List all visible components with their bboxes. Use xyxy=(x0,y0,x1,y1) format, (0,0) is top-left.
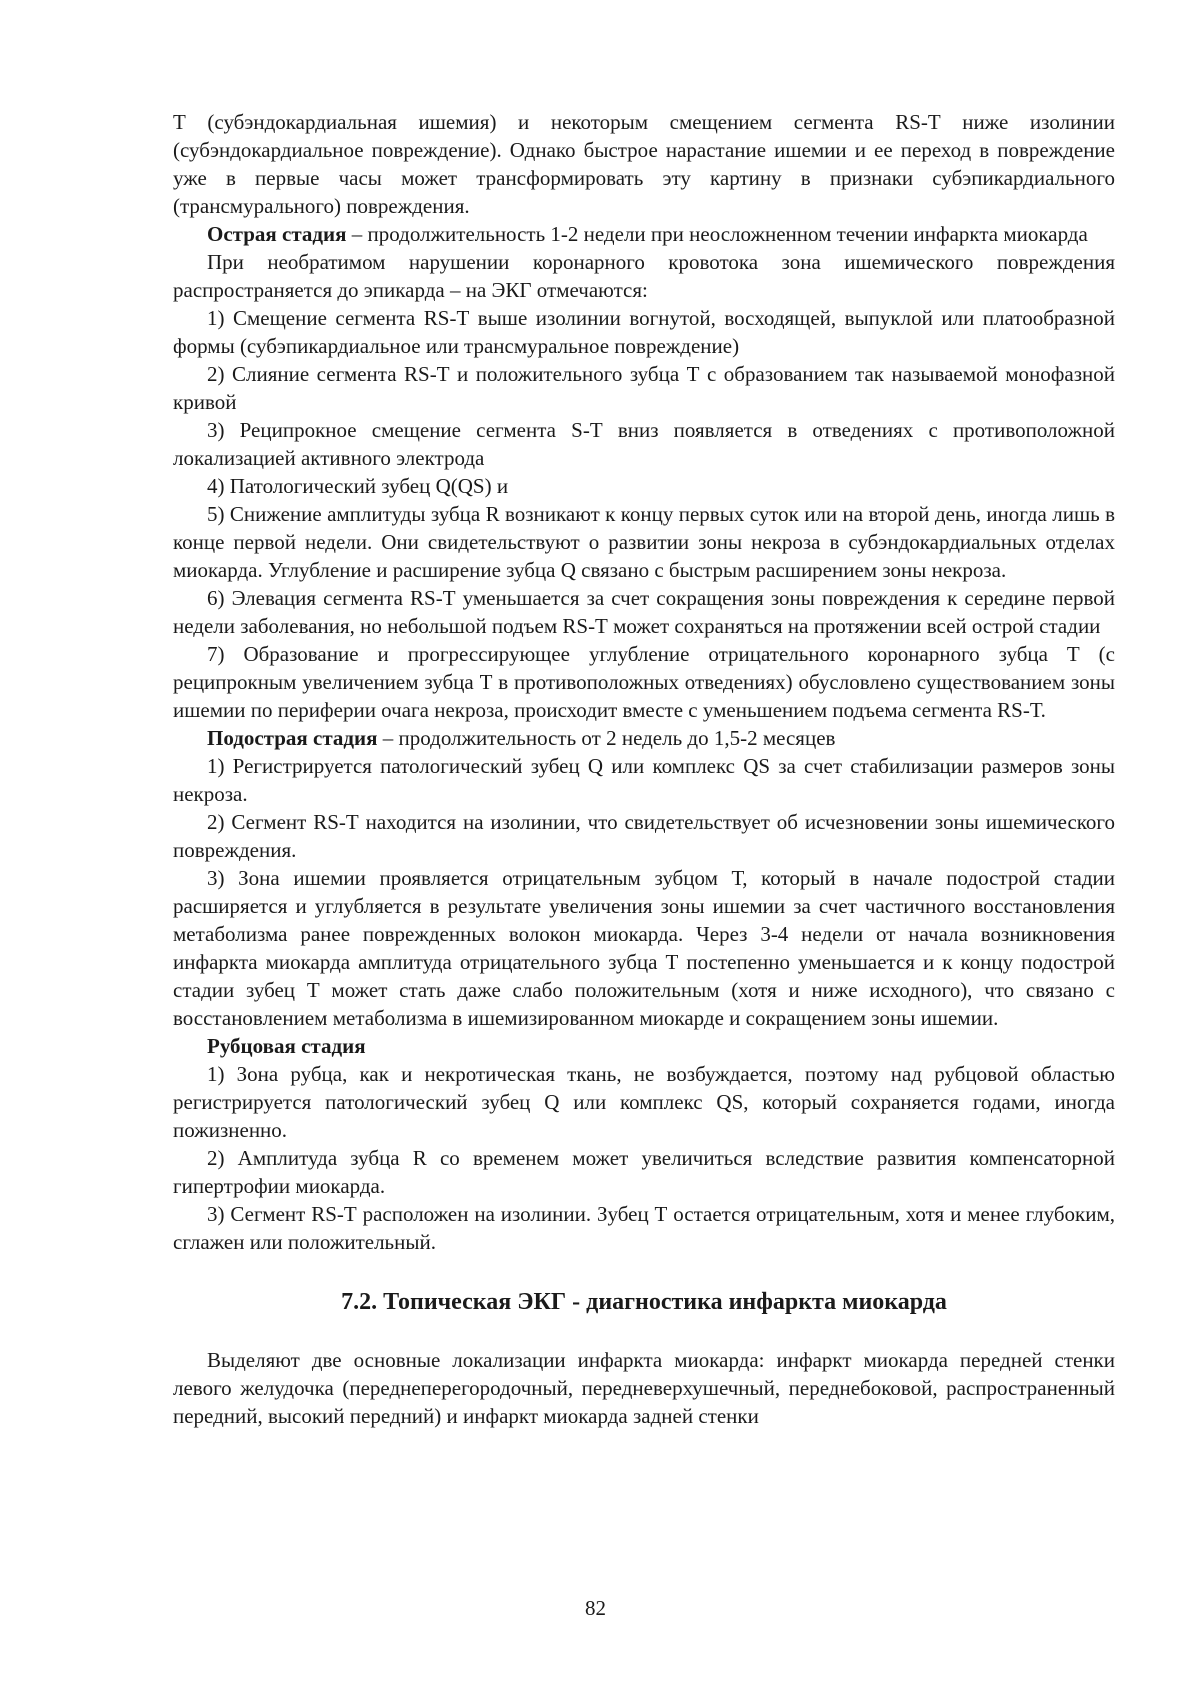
acute-intro-paragraph: При необратимом нарушении коронарного кровотока зона ишемического повреждения распространяется до эпикарда – на ЭКГ отмечаются: xyxy=(173,250,1115,302)
acute-item-6: 6) Элевация сегмента RS-Т уменьшается за счет сокращения зоны повреждения к середине первой недели заболевания, но небольшой подъем RS-Т может сохраняться на протяжении всей острой стадии xyxy=(173,586,1115,638)
subacute-stage-paragraph xyxy=(173,724,1115,752)
acute-item-4: 4) Патологический зубец Q(QS) и xyxy=(207,474,509,498)
acute-item-5: 5) Снижение амплитуды зубца R возникают к концу первых суток или на второй день, иногда лишь в конце первой недели. Они свидетельствуют о развитии зоны некроза в субэндокардиальных отделах миокарда. Углубление и расширение зубца Q связано с быстрым расширением зоны некроза. xyxy=(173,502,1115,582)
acute-stage-heading: Острая стадия xyxy=(207,222,347,246)
paragraph-continuation: Т (субэндокардиальная ишемия) и некоторым смещением сегмента RS-Т ниже изолинии (субэндокардиальное повреждение). Однако быстрое нарастание ишемии и ее переход в повреждение уже в первые часы может трансформировать эту картину в признаки субэпикардиального (трансмурального) повреждения. xyxy=(173,110,1115,218)
section-title: 7.2. Топическая ЭКГ - диагностика инфаркта миокарда xyxy=(341,1289,947,1315)
acute-item-7: 7) Образование и прогрессирующее углубление отрицательного коронарного зубца Т (с реципрокным увеличением зубца Т в противоположных отведениях) обусловлено существованием зоны ишемии по периферии очага некроза, происходит вместе с уменьшением подъема сегмента RS-Т. xyxy=(173,642,1115,722)
acute-item-2: 2) Слияние сегмента RS-Т и положительного зубца Т с образованием так называемой монофазной кривой xyxy=(173,362,1115,414)
scar-stage-heading: Рубцовая стадия xyxy=(207,1034,366,1058)
subacute-stage-heading: Подострая стадия xyxy=(207,726,378,750)
acute-item-1: 1) Смещение сегмента RS-Т выше изолинии вогнутой, восходящей, выпуклой или платообразной формы (субэпикардиальное или трансмуральное повреждение) xyxy=(173,306,1115,358)
subacute-item-2: 2) Сегмент RS-Т находится на изолинии, что свидетельствует об исчезновении зоны ишемического повреждения. xyxy=(173,810,1115,862)
subacute-item-3: 3) Зона ишемии проявляется отрицательным зубцом Т, который в начале подострой стадии расширяется и углубляется в результате увеличения зоны ишемии за счет частичного восстановления метаболизма ранее поврежденных волокон миокарда. Через 3-4 недели от начала возникновения инфаркта миокарда амплитуда отрицательного зубца Т постепенно уменьшается и к концу подострой стадии зубец Т может стать даже слабо положительным (хотя и ниже исходного), что связано с восстановлением метаболизма в ишемизированном миокарде и сокращением зоны ишемии. xyxy=(173,866,1115,1030)
subacute-item-1: 1) Регистрируется патологический зубец Q или комплекс QS за счет стабилизации размеров зоны некроза. xyxy=(173,754,1115,806)
scar-item-2: 2) Амплитуда зубца R со временем может увеличиться вследствие развития компенсаторной гипертрофии миокарда. xyxy=(173,1146,1115,1198)
subacute-stage-text: – продолжительность от 2 недель до 1,5-2 месяцев xyxy=(377,726,836,750)
section-intro-paragraph: Выделяют две основные локализации инфаркта миокарда: инфаркт миокарда передней стенки левого желудочка (переднеперегородочный, передневерхушечный, переднебоковой, распространенный передний, высокий передний) и инфаркт миокарда задней стенки xyxy=(173,1348,1115,1428)
page-number: 82 xyxy=(585,1596,606,1620)
acute-stage-text: – продолжительность 1-2 недели при неосложненном течении инфаркта миокарда xyxy=(346,222,1088,246)
scar-item-3: 3) Сегмент RS-Т расположен на изолинии. Зубец Т остается отрицательным, хотя и менее глубоким, сглажен или положительный. xyxy=(173,1202,1115,1254)
acute-stage-paragraph xyxy=(173,220,1115,248)
acute-item-3: 3) Реципрокное смещение сегмента S-Т вниз появляется в отведениях с противоположной локализацией активного электрода xyxy=(173,418,1115,470)
scar-item-1: 1) Зона рубца, как и некротическая ткань, не возбуждается, поэтому над рубцовой областью регистрируется патологический зубец Q или комплекс QS, который сохраняется годами, иногда пожизненно. xyxy=(173,1062,1115,1142)
scar-stage-paragraph xyxy=(173,1032,1115,1060)
page-body xyxy=(173,108,1115,1430)
